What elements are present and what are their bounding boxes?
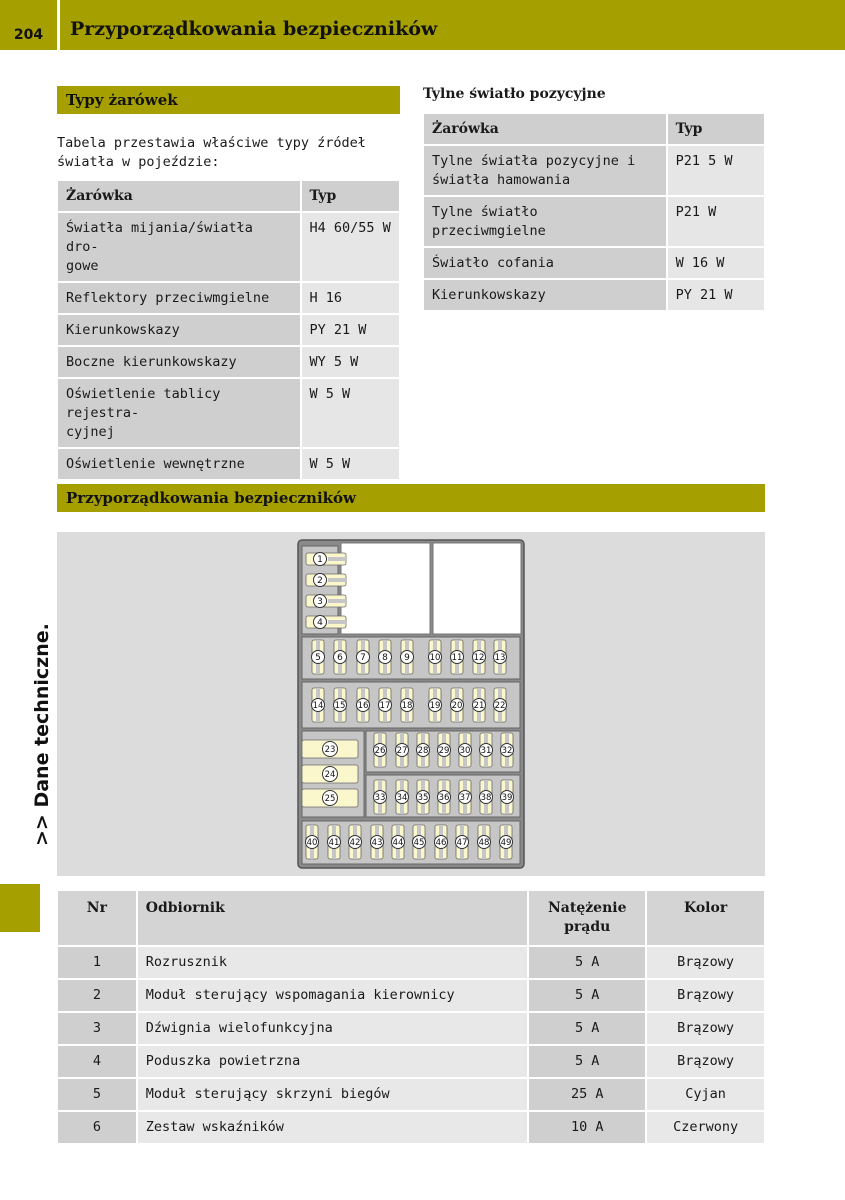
table-cell: 4: [57, 1045, 137, 1078]
table-row: [57, 282, 400, 314]
fuse-number-label: 27: [396, 746, 408, 756]
bulb-types-table: [56, 179, 401, 481]
fuse-number-label: 21: [473, 701, 485, 711]
fuse-number-label: 10: [429, 653, 441, 663]
fuse-number-label: 7: [360, 653, 366, 663]
fuse-number-label: 5: [315, 653, 321, 663]
table-cell: Czerwony: [646, 1111, 765, 1144]
fuse-37: [459, 780, 472, 814]
fuse-number-label: 12: [473, 653, 485, 663]
table-cell: Światła mijania/światła dro- gowe: [57, 212, 301, 282]
table-row: [57, 448, 400, 480]
table-header-row: [423, 113, 765, 145]
fuse-43: [371, 825, 384, 859]
fuse-number-label: 32: [501, 746, 513, 756]
fuse-49: [500, 825, 513, 859]
fuse-48: [478, 825, 491, 859]
fuse-number-label: 9: [404, 653, 410, 663]
column-header-type: Typ: [301, 180, 400, 212]
fuse-16: [357, 688, 370, 722]
bulb-types-heading: Typy żarówek: [57, 86, 400, 114]
fuse-number-label: 37: [459, 793, 471, 803]
table-cell: 5 A: [528, 979, 646, 1012]
column-header-consumer: Odbiornik: [137, 890, 529, 946]
table-header-row: [57, 890, 765, 946]
table-cell: Brązowy: [646, 1045, 765, 1078]
fuse-39: [501, 780, 514, 814]
chapter-label: >> Dane techniczne.: [31, 623, 53, 846]
table-cell: Tylne światła pozycyjne i światła hamowania: [423, 145, 667, 196]
table-row: [57, 212, 400, 282]
fuse-number-label: 13: [494, 653, 506, 663]
table-row: [423, 145, 765, 196]
fuse-5: [312, 640, 325, 674]
fuse-number-label: 17: [379, 701, 391, 711]
table-cell: 3: [57, 1012, 137, 1045]
table-cell: Kierunkowskazy: [57, 314, 301, 346]
fuse-13: [494, 640, 507, 674]
table-cell: Cyjan: [646, 1078, 765, 1111]
table-cell: Brązowy: [646, 946, 765, 979]
table-cell: Oświetlenie tablicy rejestra- cyjnej: [57, 378, 301, 448]
fuse-number-label: 23: [324, 745, 336, 755]
table-cell: Reflektory przeciwmgielne: [57, 282, 301, 314]
fuse-32: [501, 733, 514, 767]
table-row: [57, 378, 400, 448]
fuse-22: [494, 688, 507, 722]
fuse-12: [473, 640, 486, 674]
table-cell: 5 A: [528, 1012, 646, 1045]
fuse-number-label: 18: [401, 701, 413, 711]
bulb-types-intro: Tabela przestawia właściwe typy źródeł światła w pojeździe:: [57, 135, 366, 170]
fuse-45: [413, 825, 426, 859]
fuse-35: [417, 780, 430, 814]
fuse-44: [392, 825, 405, 859]
table-row: [423, 279, 765, 311]
table-cell: P21 5 W: [667, 145, 765, 196]
fuse-number-label: 2: [317, 576, 323, 586]
fuse-31: [480, 733, 493, 767]
fuse-number-label: 26: [374, 746, 386, 756]
table-cell: H4 60/55 W: [301, 212, 400, 282]
fuse-42: [349, 825, 362, 859]
fuse-number-label: 46: [435, 838, 447, 848]
fuse-10: [429, 640, 442, 674]
fuse-number-label: 35: [417, 793, 429, 803]
table-cell: 10 A: [528, 1111, 646, 1144]
fuse-number-label: 44: [392, 838, 404, 848]
table-row: [423, 247, 765, 279]
fuse-11: [451, 640, 464, 674]
fuse-17: [379, 688, 392, 722]
table-row: [57, 1078, 765, 1111]
table-cell: 1: [57, 946, 137, 979]
fuse-3: [306, 595, 346, 608]
fuse-number-label: 48: [478, 838, 490, 848]
fuse-number-label: 49: [500, 838, 512, 848]
fuse-36: [438, 780, 451, 814]
table-cell: PY 21 W: [301, 314, 400, 346]
table-cell: W 5 W: [301, 378, 400, 448]
table-cell: Dźwignia wielofunkcyjna: [137, 1012, 529, 1045]
table-row: [57, 979, 765, 1012]
table-row: [57, 1045, 765, 1078]
fuse-40: [306, 825, 319, 859]
fuse-number-label: 34: [396, 793, 408, 803]
relay-block-right: [433, 543, 521, 634]
table-row: [57, 1111, 765, 1144]
table-cell: P21 W: [667, 196, 765, 247]
fuse-27: [396, 733, 409, 767]
fuse-number-label: 4: [317, 618, 323, 628]
fuse-38: [480, 780, 493, 814]
fuse-assignments-heading: Przyporządkowania bezpieczników: [57, 484, 765, 512]
fuse-23: [302, 740, 358, 758]
fuse-number-label: 16: [357, 701, 369, 711]
rear-lights-table: [422, 112, 766, 312]
table-cell: Zestaw wskaźników: [137, 1111, 529, 1144]
table-row: [57, 314, 400, 346]
page-header: [0, 0, 845, 50]
table-cell: 6: [57, 1111, 137, 1144]
fuse-33: [374, 780, 387, 814]
fuse-number-label: 42: [349, 838, 361, 848]
fuse-box-illustration: [57, 532, 765, 876]
fuse-14: [312, 688, 325, 722]
fuse-number-label: 38: [480, 793, 492, 803]
fuse-30: [459, 733, 472, 767]
table-cell: Poduszka powietrzna: [137, 1045, 529, 1078]
table-cell: 5: [57, 1078, 137, 1111]
table-cell: WY 5 W: [301, 346, 400, 378]
fuse-29: [438, 733, 451, 767]
fuse-number-label: 20: [451, 701, 463, 711]
fuse-21: [473, 688, 486, 722]
table-row: [57, 946, 765, 979]
fuse-number-label: 33: [374, 793, 386, 803]
fuse-number-label: 43: [371, 838, 383, 848]
fuse-9: [401, 640, 414, 674]
table-cell: 2: [57, 979, 137, 1012]
fuse-6: [334, 640, 347, 674]
table-cell: Brązowy: [646, 1012, 765, 1045]
fuse-number-label: 19: [429, 701, 441, 711]
table-cell: W 5 W: [301, 448, 400, 480]
fuse-24: [302, 765, 358, 783]
table-cell: H 16: [301, 282, 400, 314]
fuse-25: [302, 789, 358, 807]
fuse-7: [357, 640, 370, 674]
fuse-8: [379, 640, 392, 674]
column-header-nr: Nr: [57, 890, 137, 946]
table-cell: 25 A: [528, 1078, 646, 1111]
page-number: 204: [13, 27, 44, 43]
fuse-4: [306, 616, 346, 629]
fuse-number-label: 40: [306, 838, 318, 848]
fuse-number-label: 29: [438, 746, 450, 756]
rear-lights-title: Tylne światło pozycyjne: [423, 86, 606, 102]
fuse-34: [396, 780, 409, 814]
column-header-bulb: Żarówka: [423, 113, 667, 145]
fuse-47: [456, 825, 469, 859]
table-cell: Boczne kierunkowskazy: [57, 346, 301, 378]
table-row: [57, 1012, 765, 1045]
table-cell: 5 A: [528, 946, 646, 979]
table-cell: Moduł sterujący skrzyni biegów: [137, 1078, 529, 1111]
fuse-2: [306, 574, 346, 587]
fuse-18: [401, 688, 414, 722]
fuse-number-label: 30: [459, 746, 471, 756]
fuse-number-label: 28: [417, 746, 429, 756]
table-row: [423, 196, 765, 247]
fuse-28: [417, 733, 430, 767]
fuse-number-label: 15: [334, 701, 346, 711]
fuse-assignment-table: [56, 889, 766, 1145]
fuse-15: [334, 688, 347, 722]
fuse-number-label: 31: [480, 746, 492, 756]
table-header-row: [57, 180, 400, 212]
fuse-46: [435, 825, 448, 859]
fuse-number-label: 8: [382, 653, 388, 663]
table-row: [57, 346, 400, 378]
table-cell: PY 21 W: [667, 279, 765, 311]
table-cell: Brązowy: [646, 979, 765, 1012]
table-cell: Moduł sterujący wspomagania kierownicy: [137, 979, 529, 1012]
table-cell: 5 A: [528, 1045, 646, 1078]
column-header-color: Kolor: [646, 890, 765, 946]
fuse-number-label: 6: [337, 653, 343, 663]
page-title: Przyporządkowania bezpieczników: [70, 18, 438, 40]
table-cell: Oświetlenie wewnętrzne: [57, 448, 301, 480]
table-cell: W 16 W: [667, 247, 765, 279]
fuse-number-label: 41: [328, 838, 340, 848]
fuse-number-label: 3: [317, 597, 323, 607]
chapter-tab: [0, 884, 40, 932]
table-cell: Kierunkowskazy: [423, 279, 667, 311]
fuse-41: [328, 825, 341, 859]
column-header-type: Typ: [667, 113, 765, 145]
fuse-26: [374, 733, 387, 767]
column-header-bulb: Żarówka: [57, 180, 301, 212]
fuse-number-label: 24: [324, 770, 336, 780]
fuse-number-label: 39: [501, 793, 513, 803]
fuse-number-label: 47: [456, 838, 468, 848]
fuse-20: [451, 688, 464, 722]
header-divider: [57, 0, 60, 50]
relay-block-left: [341, 543, 430, 634]
fuse-box-diagram: [57, 532, 765, 876]
fuse-number-label: 22: [494, 701, 506, 711]
table-cell: Rozrusznik: [137, 946, 529, 979]
fuse-number-label: 25: [324, 794, 336, 804]
fuse-19: [429, 688, 442, 722]
fuse-number-label: 36: [438, 793, 450, 803]
fuse-number-label: 45: [413, 838, 425, 848]
table-cell: Tylne światło przeciwmgielne: [423, 196, 667, 247]
column-header-current: Natężenie prądu: [528, 890, 646, 946]
fuse-number-label: 11: [451, 653, 463, 663]
fuse-number-label: 14: [312, 701, 324, 711]
fuse-1: [306, 553, 346, 566]
fuse-number-label: 1: [317, 555, 323, 565]
table-cell: Światło cofania: [423, 247, 667, 279]
